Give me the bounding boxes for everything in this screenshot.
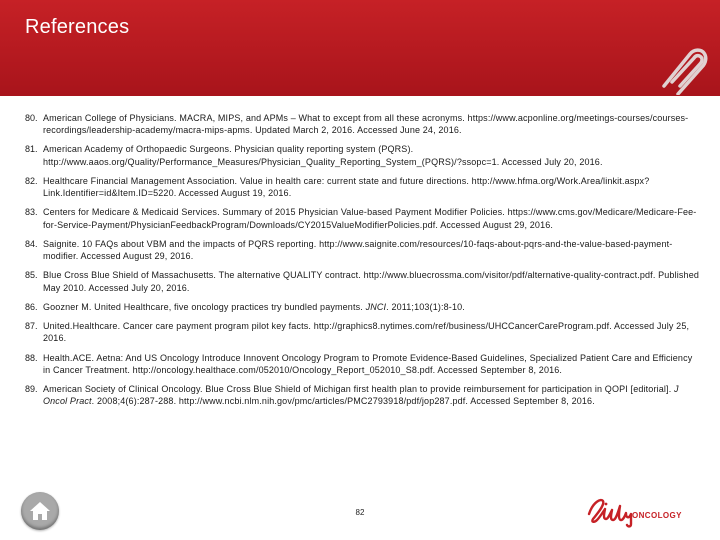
reference-item — [25, 352, 700, 377]
home-icon — [28, 499, 52, 523]
reference-number: 82. — [25, 175, 38, 186]
reference-text: Healthcare Financial Management Association. Value in health care: current state and future directions. http://www.hfma.org/Work.Area/linkit.aspx?Link.Identifier=id&Item.ID=5220. Accessed August 19, 2016. — [43, 175, 650, 199]
reference-text: American College of Physicians. MACRA, MIPS, and APMs – What to except from all these acronyms. https://www.acponline.org/meetings-courses/courses-recordings/leadership-academy/macra-mips-apms. Updated March 2, 2016. Accessed June 24, 2016. — [43, 113, 689, 136]
reference-text-post: . 2008;4(6):287-288. http://www.ncbi.nlm.nih.gov/pmc/articles/PMC2793918/pdf/jop287.pdf. Accessed September 8, 2016. — [91, 396, 595, 407]
reference-item — [25, 238, 700, 263]
reference-number: 88. — [25, 352, 38, 363]
reference-number: 84. — [25, 238, 38, 249]
reference-text — [43, 383, 700, 408]
home-button[interactable] — [21, 492, 59, 530]
reference-text-post: . 2011;103(1):8-10. — [386, 301, 465, 312]
reference-text-pre: Goozner M. United Healthcare, five oncology practices try bundled payments. — [43, 301, 366, 312]
reference-number: 89. — [25, 384, 38, 395]
reference-list — [25, 112, 700, 415]
reference-number: 86. — [25, 301, 38, 312]
reference-item — [25, 320, 700, 345]
reference-item — [25, 301, 700, 313]
reference-text: American Academy of Orthopaedic Surgeons. Physician quality reporting system (PQRS). http://www.aaos.org/Quality/Performance_Measures/Physician_Quality_Reporting_System_(PQRS)/?ssopc=1. Accessed July 20, 2016. — [43, 144, 603, 167]
reference-text-pre: American Society of Clinical Oncology. Blue Cross Blue Shield of Michigan first health plan to provide reimbursement for participation in QOPI [editorial]. — [43, 384, 675, 395]
journal-name: JNCI — [365, 301, 387, 312]
reference-text: Blue Cross Blue Shield of Massachusetts. The alternative QUALITY contract. http://www.bluecrossma.com/visitor/pdf/alternative-quality-contract.pdf. Published May 2010. Accessed July 20, 2016. — [43, 270, 700, 293]
reference-text: Saignite. 10 FAQs about VBM and the impacts of PQRS reporting. http://www.saignite.com/resources/10-faqs-about-pqrs-and-the-value-based-payment-modifier. Accessed August 29, 2016. — [43, 238, 673, 262]
paperclip-icon — [650, 40, 710, 95]
reference-item — [25, 143, 700, 168]
reference-text: Health.ACE. Aetna: And US Oncology Introduce Innovent Oncology Program to Promote Evidence-Based Guidelines, Specialized Patient Care and Efficiency in Cancer Treatment. http://oncology.healthace.com/052010/Oncology_Report_052010_S8.pdf. Accessed September 8, 2016. — [43, 352, 693, 375]
journal-name: J Oncol Pract — [43, 384, 679, 407]
reference-text: Centers for Medicare & Medicaid Services. Summary of 2015 Physician Value-based Payment Modifier Policies. https://www.cms.gov/Medicare/Medicare-Fee-for-Service-Payment/PhysicianFeedbackProgram/Downloads/CY2015ValueModifierPolicies.pdf. Accessed August 29, 2016. — [43, 207, 697, 230]
reference-item — [25, 175, 700, 200]
logo-wordmark: ONCOLOGY — [632, 511, 682, 520]
reference-item — [25, 206, 700, 231]
page-title: References — [25, 16, 130, 38]
slide-header — [0, 0, 720, 96]
reference-number: 85. — [25, 270, 38, 281]
reference-text: United.Healthcare. Cancer care payment program pilot key facts. http://graphics8.nytimes.com/ref/business/UHCCancerCareProgram.pdf. Accessed July 25, 2016. — [43, 321, 690, 344]
page-number: 82 — [355, 508, 365, 517]
reference-number: 83. — [25, 207, 38, 218]
reference-item — [25, 112, 700, 137]
reference-text — [43, 301, 700, 313]
lilly-logo — [585, 492, 680, 528]
reference-item — [25, 383, 700, 408]
reference-item — [25, 269, 700, 294]
reference-number: 81. — [25, 144, 38, 155]
reference-number: 87. — [25, 321, 38, 332]
reference-number: 80. — [25, 113, 38, 123]
